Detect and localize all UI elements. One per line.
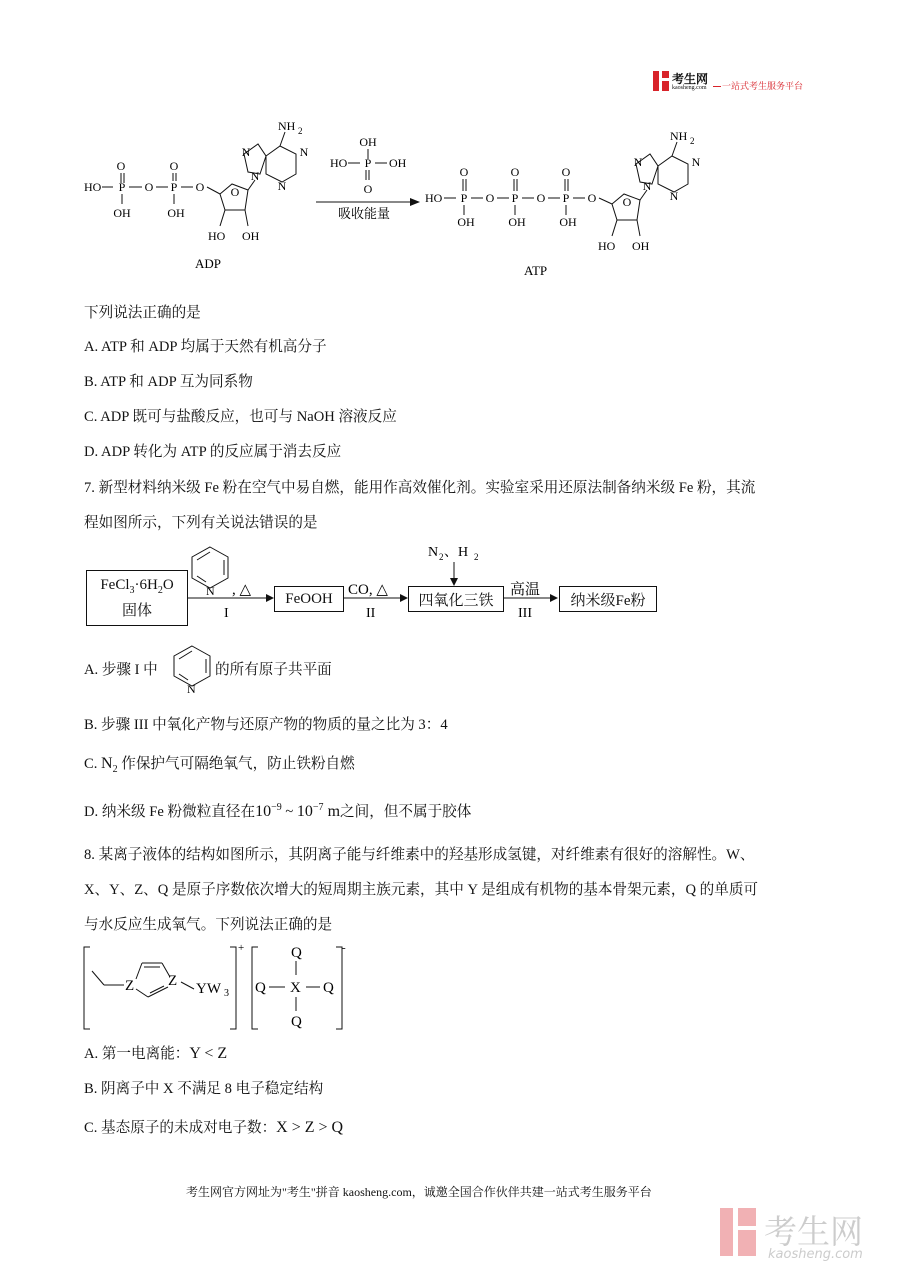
q8-stem-line2: X、Y、Z、Q 是原子序数依次增大的短周期主族元素，其中 Y 是组成有机物的基本骨架元素，Q 的单质可 — [84, 882, 759, 898]
atp-n7: N — [633, 155, 643, 169]
h3po4-oh-right: OH — [389, 156, 407, 170]
q8-stem-line3: 与水反应生成氧气。下列说法正确的是 — [84, 917, 333, 933]
q6-stem: 下列说法正确的是 — [84, 305, 201, 321]
watermark-domain: kaosheng.com — [768, 1247, 863, 1262]
cation-yw-sub: 3 — [224, 988, 229, 999]
atp-nh2-sub: 2 — [690, 136, 695, 146]
atp-p2: P — [511, 191, 519, 205]
atp-o1: O — [459, 165, 469, 179]
h3po4-o: O — [363, 182, 373, 196]
arrow-label: 吸收能量 — [338, 206, 391, 221]
flow-box-fe3o4: 四氧化三铁 — [408, 586, 504, 612]
q8-option-a: A. 第一电离能：Y < Z — [84, 1045, 228, 1062]
flow-pyridine-n: N — [206, 584, 215, 598]
ionic-liquid-structure — [80, 935, 360, 1035]
anion-q-bottom: Q — [291, 1014, 302, 1030]
atp-p3: P — [562, 191, 570, 205]
adp-oh2: OH — [167, 206, 185, 220]
pyridine-ring-icon — [168, 642, 216, 696]
h3po4-p: P — [364, 156, 372, 170]
cation-z2: Z — [168, 973, 178, 989]
flow-step1-cond: , △ — [232, 582, 252, 598]
flow-box-fecl3-formula: $FeCl_3\cdot 6H_2O$ — [100, 577, 174, 596]
watermark-logo-icon — [718, 1206, 758, 1258]
q6-option-d: D. ADP 转化为 ATP 的反应属于消去反应 — [84, 444, 342, 460]
header-logo-text: 考生网 — [672, 72, 709, 86]
atp-oh-ribose: OH — [632, 239, 650, 253]
adp-p2: P — [170, 180, 178, 194]
q8-option-c: C. 基态原子的未成对电子数：X > Z > Q — [84, 1119, 344, 1136]
q7-stem-line1: 7. 新型材料纳米级 Fe 粉在空气中易自燃，能用作高效催化剂。实验室采用还原法制备纳米级 Fe 粉，其流 — [84, 480, 756, 496]
flow-gas-n: N — [428, 545, 439, 560]
adp-n1: N — [299, 145, 309, 159]
adp-label: ADP — [195, 256, 222, 271]
watermark-text: 考生网 — [764, 1212, 863, 1251]
atp-p1: P — [460, 191, 468, 205]
adp-oh-ribose: OH — [242, 229, 260, 243]
q6-option-b: B. ATP 和 ADP 互为同系物 — [84, 374, 253, 390]
anion-x: X — [290, 980, 301, 996]
q7-option-d: D. 纳米级 Fe 粉微粒直径在$10^{-9}$ ~ $10^{-7}$ m之间，但不属于胶体 — [84, 802, 472, 820]
pyridine-n: N — [187, 682, 196, 696]
flow-step3-num: III — [518, 606, 532, 621]
atp-o2: O — [510, 165, 520, 179]
adp-p1: P — [118, 180, 126, 194]
adp-ho-ribose: HO — [208, 229, 226, 243]
header-slogan-rule — [713, 86, 721, 87]
header-logo-domain: kaosheng.com — [672, 85, 707, 91]
flow-gas-h: 、H — [444, 545, 469, 560]
flow-step3-cond: 高温 — [510, 582, 541, 598]
q7-option-c: C. $N_2$ 作保护气可隔绝氧气，防止铁粉自燃 — [84, 755, 355, 775]
adp-oh1: OH — [113, 206, 131, 220]
h3po4-oh-top: OH — [359, 135, 377, 149]
watermark — [718, 1206, 758, 1263]
adp-o-bridge2: O — [195, 180, 205, 194]
flow-box-fecl3 — [86, 570, 188, 626]
adp-atp-reaction-diagram — [80, 118, 740, 278]
adp-n7: N — [241, 145, 251, 159]
anion-q-left: Q — [255, 980, 266, 996]
adp-o-bridge1: O — [144, 180, 154, 194]
cation-charge: + — [238, 942, 245, 954]
anion-q-top: Q — [291, 945, 302, 961]
atp-o3: O — [561, 165, 571, 179]
flow-box-feooh: FeOOH — [274, 586, 344, 612]
flow-gas-h-sub: 2 — [474, 552, 479, 562]
flow-arrows — [188, 540, 678, 625]
adp-o2: O — [169, 159, 179, 173]
atp-o-bridge1: O — [485, 191, 495, 205]
q8-option-b: B. 阴离子中 X 不满足 8 电子稳定结构 — [84, 1081, 324, 1097]
q7-stem-line2: 程如图所示，下列有关说法错误的是 — [84, 515, 318, 531]
q6-option-c: C. ADP 既可与盐酸反应，也可与 NaOH 溶液反应 — [84, 409, 397, 425]
adp-o1: O — [116, 159, 126, 173]
atp-o-bridge3: O — [587, 191, 597, 205]
cation-z1: Z — [125, 978, 135, 994]
flow-box-nano-fe: 纳米级Fe粉 — [559, 586, 657, 612]
header-slogan: 一站式考生服务平台 — [722, 81, 804, 91]
cation-yw: YW — [196, 981, 221, 997]
atp-ribose-o: O — [622, 195, 632, 209]
flow-step2-cond: CO, △ — [348, 582, 388, 598]
atp-oh1: OH — [457, 215, 475, 229]
atp-n3: N — [669, 189, 679, 203]
q7-option-a-prefix: A. 步骤 I 中 — [84, 662, 158, 678]
q8-stem-line1: 8. 某离子液体的结构如图所示，其阴离子能与纤维素中的羟基形成氢键，对纤维素有很好的溶解性。W、 — [84, 847, 755, 863]
atp-oh3: OH — [559, 215, 577, 229]
h3po4-ho: HO — [330, 156, 348, 170]
adp-nh2-sub: 2 — [298, 126, 303, 136]
footer-text: 考生网官方网址为"考生"拼音 kaosheng.com，诚邀全国合作伙伴共建一站式考生服务平台 — [186, 1185, 652, 1199]
adp-ribose-o: O — [230, 185, 240, 199]
q7-option-a-suffix: 的所有原子共平面 — [215, 662, 332, 678]
atp-ho: HO — [425, 191, 443, 205]
adp-nh2: NH — [278, 119, 296, 133]
atp-nh2: NH — [670, 129, 688, 143]
q6-option-a: A. ATP 和 ADP 均属于天然有机高分子 — [84, 339, 327, 355]
adp-ho: HO — [84, 180, 102, 194]
atp-o-bridge2: O — [536, 191, 546, 205]
adp-n3: N — [277, 179, 287, 193]
flow-gas-n-sub: 2 — [439, 552, 444, 562]
adp-n9: N — [250, 169, 260, 183]
anion-charge: - — [342, 942, 346, 954]
atp-n1: N — [691, 155, 701, 169]
atp-oh2: OH — [508, 215, 526, 229]
anion-q-right: Q — [323, 980, 334, 996]
atp-label: ATP — [524, 263, 548, 278]
flow-step1-num: I — [224, 606, 229, 621]
kaosheng-logo-icon — [652, 70, 670, 92]
flow-step2-num: II — [366, 606, 376, 621]
q7-option-b: B. 步骤 III 中氧化产物与还原产物的物质的量之比为 3：4 — [84, 717, 448, 733]
flow-box-fecl3-state: 固体 — [121, 603, 152, 619]
header-logo — [652, 70, 670, 97]
atp-n9: N — [642, 179, 652, 193]
atp-ho-ribose: HO — [598, 239, 616, 253]
